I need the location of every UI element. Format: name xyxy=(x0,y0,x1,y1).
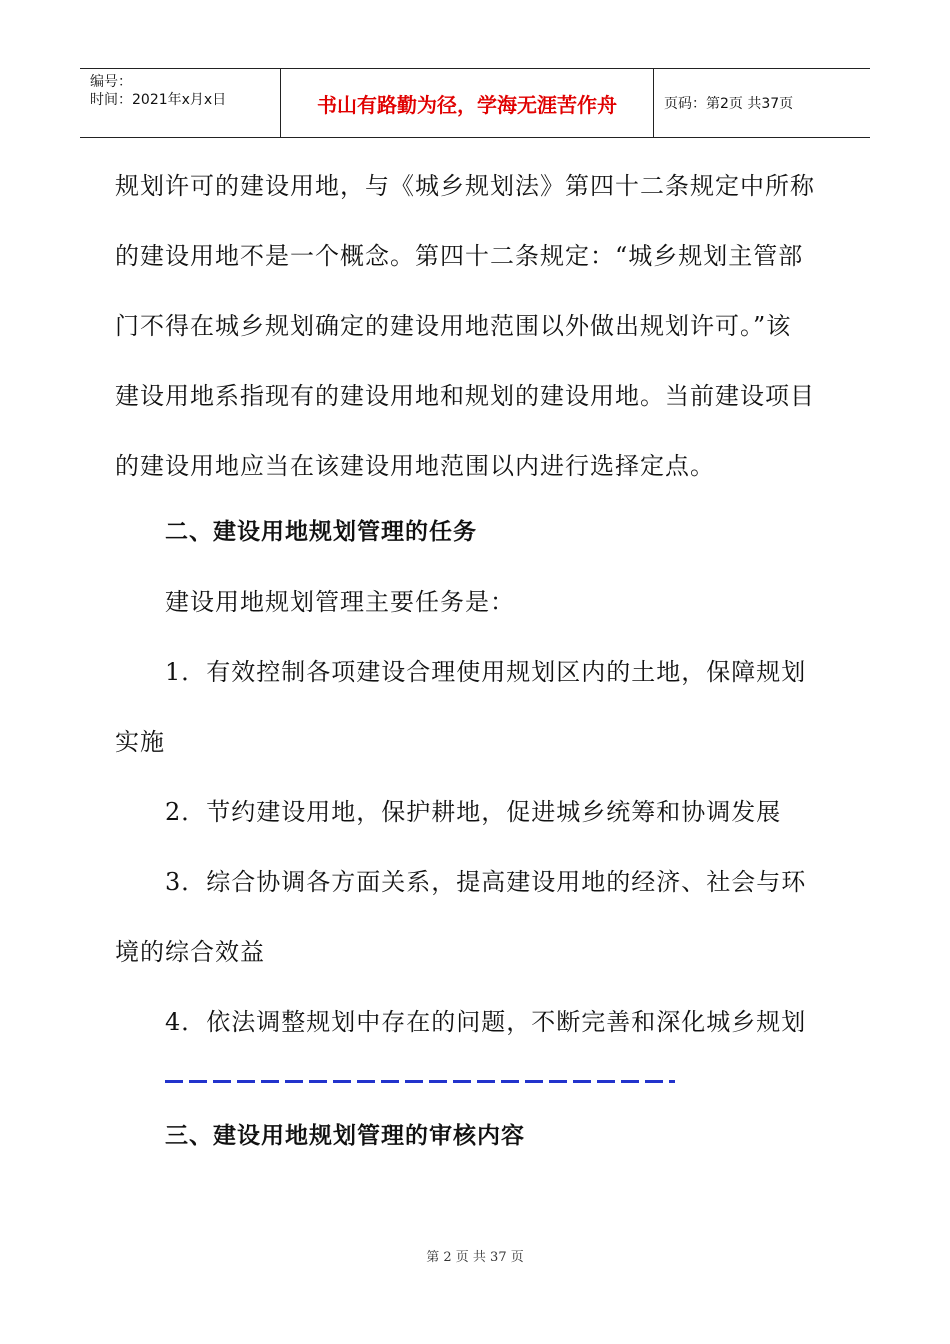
page-header xyxy=(80,68,870,138)
header-meta xyxy=(80,69,280,137)
header-time-label: 时间：2021年x月x日 xyxy=(90,92,227,108)
body-line-2: 的建设用地不是一个概念。第四十二条规定：“城乡规划主管部 xyxy=(115,242,804,270)
body-line-4: 建设用地系指现有的建设用地和规划的建设用地。当前建设项目 xyxy=(115,382,815,410)
body-line-1: 规划许可的建设用地，与《城乡规划法》第四十二条规定中所称 xyxy=(115,172,815,200)
header-motto: 书山有路勤为径，学海无涯苦作舟 xyxy=(280,69,654,137)
body-line-5: 的建设用地应当在该建设用地范围以内进行选择定点。 xyxy=(115,452,715,480)
list-item-3: 3．综合协调各方面关系，提高建设用地的经济、社会与环 xyxy=(165,868,807,896)
document-body-lower xyxy=(115,1110,845,1180)
body-line-3: 门不得在城乡规划确定的建设用地范围以外做出规划许可。”该 xyxy=(115,312,792,340)
list-item-1-continued: 实施 xyxy=(115,728,165,756)
list-item-3-continued: 境的综合效益 xyxy=(115,938,265,966)
section-heading-2: 二、建设用地规划管理的任务 xyxy=(165,519,477,545)
list-item-4: 4．依法调整规划中存在的问题，不断完善和深化城乡规划 xyxy=(165,1008,807,1036)
list-item-2: 2．节约建设用地，保护耕地，促进城乡统筹和协调发展 xyxy=(165,798,782,826)
section-intro: 建设用地规划管理主要任务是： xyxy=(165,588,515,616)
dashed-divider xyxy=(165,1080,675,1083)
header-page-info: 页码：第2页 共37页 xyxy=(664,96,794,112)
section-heading-3: 三、建设用地规划管理的审核内容 xyxy=(165,1123,525,1149)
page-footer: 第 2 页 共 37 页 xyxy=(426,1250,524,1265)
document-body xyxy=(115,160,845,1066)
header-number-label: 编号： xyxy=(90,74,132,90)
list-item-1: 1．有效控制各项建设合理使用规划区内的土地，保障规划 xyxy=(165,658,807,686)
